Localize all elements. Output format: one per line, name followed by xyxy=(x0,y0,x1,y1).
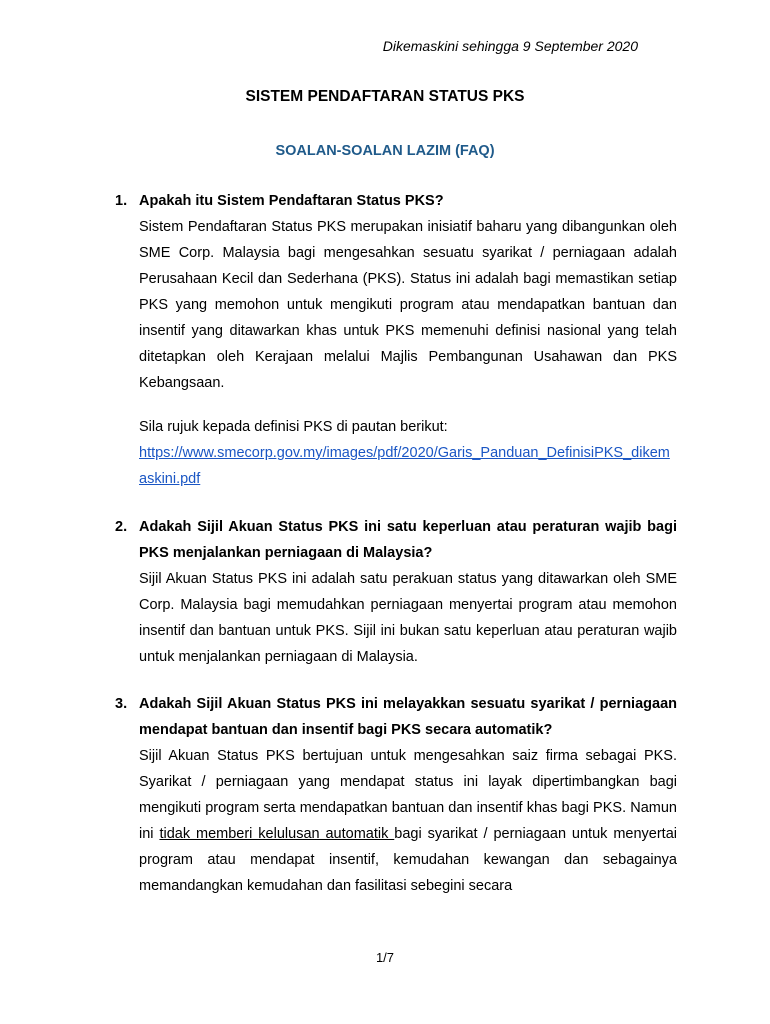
spacer xyxy=(115,396,677,414)
faq-number: 1. xyxy=(115,193,128,209)
faq-item-1 xyxy=(115,188,677,492)
document-subtitle: SOALAN-SOALAN LAZIM (FAQ) xyxy=(275,143,495,159)
faq-question-text: Adakah Sijil Akuan Status PKS ini melayakkan sesuatu syarikat / perniagaan mendapat bantuan dan insentif bagi PKS secara automatik? xyxy=(139,696,677,738)
faq-question xyxy=(115,188,677,214)
faq-answer xyxy=(115,743,677,899)
faq-link-wrap xyxy=(115,440,677,492)
faq-item-3 xyxy=(115,691,677,899)
definition-pdf-link[interactable]: https://www.smecorp.gov.my/images/pdf/2020/Garis_Panduan_DefinisiPKS_dikemaskini.pdf xyxy=(139,445,670,487)
faq-answer-part-a: Sijil Akuan Status PKS bertujuan untuk mengesahkan saiz firma sebagai PKS. Syarikat / perniagaan yang mendapat status ini layak dipertimbangkan bagi mengikuti program serta mendapatkan bantuan dan insentif khas bagi PKS. Namun ini xyxy=(139,748,677,842)
page-number: 1/7 xyxy=(375,950,395,965)
faq-item-2 xyxy=(115,514,677,670)
faq-question-text: Adakah Sijil Akuan Status PKS ini satu keperluan atau peraturan wajib bagi PKS menjalankan perniagaan di Malaysia? xyxy=(139,519,677,561)
faq-answer: Sistem Pendaftaran Status PKS merupakan inisiatif baharu yang dibangunkan oleh SME Corp. Malaysia bagi mengesahkan sesuatu syarikat / perniagaan adalah Perusahaan Kecil dan Sederhana (PKS). Status ini adalah bagi memastikan setiap PKS yang memohon untuk mengikuti program atau mendapatkan bantuan dan insentif yang ditawarkan khas untuk PKS memenuhi definisi nasional yang telah ditetapkan oleh Kerajaan melalui Majlis Pembangunan Usahawan dan PKS Kebangsaan. xyxy=(139,219,677,391)
faq-question xyxy=(115,691,677,743)
faq-number: 2. xyxy=(115,519,128,535)
update-date: Dikemaskini sehingga 9 September 2020 xyxy=(382,38,638,54)
faq-answer-underlined: tidak memberi kelulusan automatik xyxy=(159,826,395,842)
faq-answer-part-b: bagi syarikat / perniagaan untuk menyertai program atau mendapat insentif, kemudahan kewangan dan sebagainya memandangkan kemudahan dan fasilitasi sebegini secara xyxy=(139,826,677,894)
document-title: SISTEM PENDAFTARAN STATUS PKS xyxy=(245,88,525,105)
faq-refer-text: Sila rujuk kepada definisi PKS di pautan berikut: xyxy=(139,419,448,435)
faq-question-text: Apakah itu Sistem Pendaftaran Status PKS? xyxy=(139,193,444,209)
faq-number: 3. xyxy=(115,696,128,712)
faq-question xyxy=(115,514,677,566)
faq-answer: Sijil Akuan Status PKS ini adalah satu perakuan status yang ditawarkan oleh SME Corp. Malaysia bagi memudahkan perniagaan menyertai program atau memohon insentif dan bantuan untuk PKS. Sijil ini bukan satu keperluan atau peraturan wajib untuk menjalankan perniagaan di Malaysia. xyxy=(139,571,677,665)
